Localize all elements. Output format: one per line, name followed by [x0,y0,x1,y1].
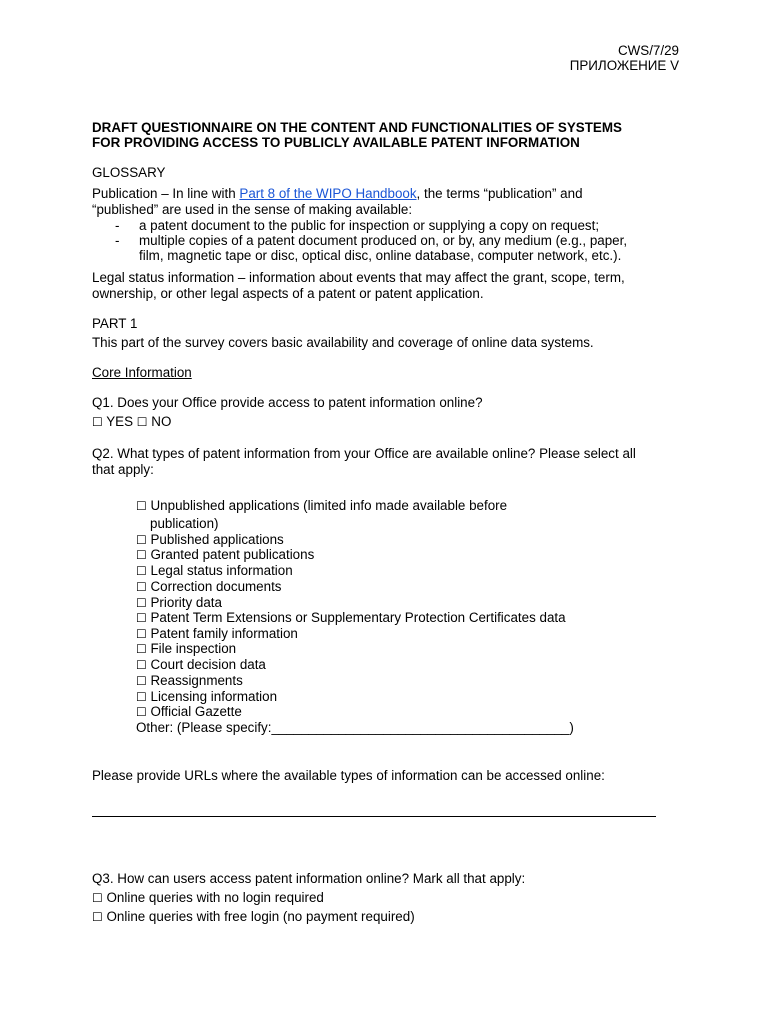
urls-answer-line[interactable] [92,816,656,817]
q3-option-checkbox[interactable]: ☐ Online queries with free login (no payment required) [92,909,415,924]
part-heading: PART 1 [92,316,138,331]
checkbox-icon: ☐ [92,910,103,924]
q2-option-checkbox[interactable]: ☐ Licensing information [136,689,278,704]
glossary-list-item-cont: film, magnetic tape or disc, optical disc, online database, computer network, etc.). [139,248,622,263]
publication-definition [92,186,682,202]
publication-prefix: Publication – In line with [92,186,240,201]
q3-option-checkbox[interactable]: ☐ Online queries with no login required [92,890,324,905]
wipo-handbook-link[interactable]: Part 8 of the WIPO Handbook [239,186,417,201]
checkbox-icon: ☐ [136,658,147,672]
q2-question: Q2. What types of patent information from your Office are available online? Please select all [92,446,636,461]
dash-bullet: - [115,233,120,248]
title-line-2: FOR PROVIDING ACCESS TO PUBLICLY AVAILABLE PATENT INFORMATION [92,135,580,150]
part-intro: This part of the survey covers basic availability and coverage of online data systems. [92,335,594,350]
publication-suffix: , the terms “publication” and [416,186,583,201]
checkbox-icon: ☐ [136,564,147,578]
q2-option-checkbox[interactable]: ☐ Reassignments [136,673,243,688]
checkbox-icon: ☐ [136,690,147,704]
checkbox-icon: ☐ [136,533,147,547]
checkbox-icon: ☐ [136,611,147,625]
glossary-list-item: - multiple copies of a patent document produced on, or by, any medium (e.g., paper, [115,233,628,248]
checkbox-icon: ☐ [136,674,147,688]
publication-definition-line2: “published” are used in the sense of making available: [92,202,413,217]
title-line-1: DRAFT QUESTIONNAIRE ON THE CONTENT AND FUNCTIONALITIES OF SYSTEMS [92,120,622,135]
section-heading: Core Information [92,365,192,380]
q2-option-checkbox[interactable]: ☐ Court decision data [136,657,266,672]
checkbox-icon: ☐ [92,415,103,429]
checkbox-icon: ☐ [136,705,147,719]
checkbox-icon: ☐ [136,499,147,513]
q1-question: Q1. Does your Office provide access to patent information online? [92,395,483,410]
q2-option-continuation: publication) [150,516,219,531]
annex-label: ПРИЛОЖЕНИЕ V [569,58,679,73]
q1-no-checkbox[interactable]: ☐ NO [136,414,172,429]
checkbox-icon: ☐ [136,596,147,610]
q2-option-checkbox[interactable]: ☐ Published applications [136,532,284,547]
q2-question-line2: that apply: [92,462,154,477]
checkbox-icon: ☐ [136,642,147,656]
q2-option-checkbox[interactable]: ☐ Granted patent publications [136,547,315,562]
checkbox-icon: ☐ [136,580,147,594]
q2-option-checkbox[interactable]: ☐ Official Gazette [136,704,242,719]
q1-answers [92,414,682,430]
q2-option-checkbox[interactable]: ☐ File inspection [136,641,237,656]
legal-status-definition: Legal status information – information about events that may affect the grant, scope, term, [92,270,625,285]
q1-yes-checkbox[interactable]: ☐ YES [92,414,134,429]
checkbox-icon: ☐ [136,415,148,429]
dash-bullet: - [115,218,120,233]
q2-option-checkbox[interactable]: ☐ Correction documents [136,579,282,594]
glossary-list-item: - a patent document to the public for inspection or supplying a copy on request; [115,218,600,233]
q2-option-checkbox[interactable]: ☐ Patent family information [136,626,298,641]
urls-prompt: Please provide URLs where the available types of information can be accessed online: [92,768,605,783]
checkbox-icon: ☐ [136,548,147,562]
q2-option-checkbox[interactable]: ☐ Priority data [136,595,222,610]
glossary-heading: GLOSSARY [92,165,166,180]
doc-code: CWS/7/29 [617,43,679,58]
legal-status-definition-line2: ownership, or other legal aspects of a patent or patent application. [92,286,484,301]
checkbox-icon: ☐ [136,627,147,641]
q2-option-checkbox[interactable]: ☐ Unpublished applications (limited info made available before [136,498,508,513]
q2-option-checkbox[interactable]: ☐ Patent Term Extensions or Supplementary Protection Certificates data [136,610,566,625]
q3-question: Q3. How can users access patent information online? Mark all that apply: [92,871,526,886]
q2-other-field[interactable]: Other: (Please specify:________________________________________) [136,720,574,735]
q2-option-checkbox[interactable]: ☐ Legal status information [136,563,293,578]
checkbox-icon: ☐ [92,891,103,905]
document-title [92,120,692,150]
